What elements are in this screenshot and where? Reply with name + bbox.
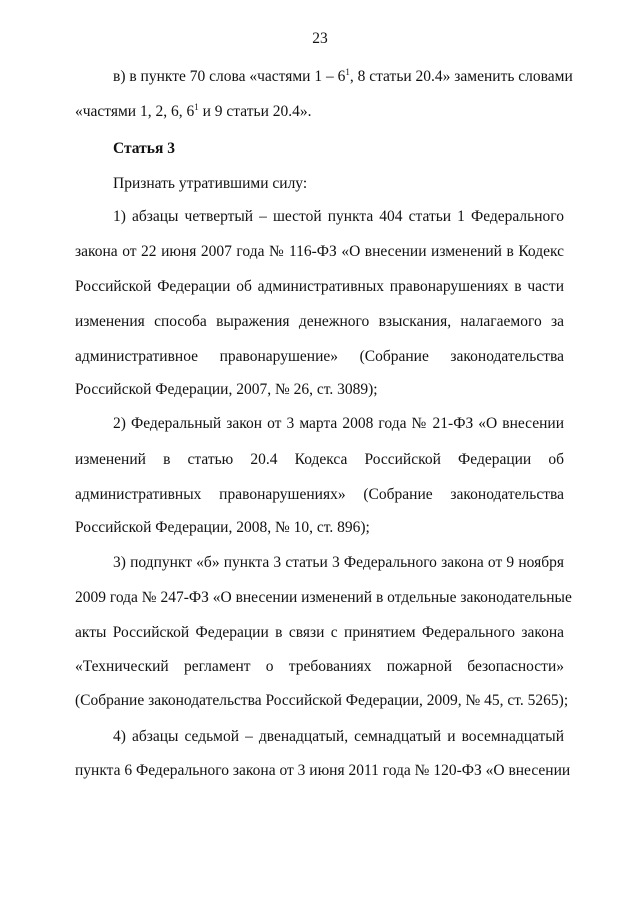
item-3-line: (Собрание законодательства Российской Федерации, 2009, № 45, ст. 5265); <box>75 692 569 709</box>
article-heading: Статья 3 <box>113 140 175 157</box>
item-1-line: 1) абзацы четвертый – шестой пункта 404 статьи 1 Федерального <box>113 208 564 225</box>
paragraph-v-line-1: в) в пункте 70 слова «частями $1 - 6^1$, 8 статьи 20.4» заменить словами <box>113 67 573 85</box>
item-2-line: Российской Федерации, 2008, № 10, ст. 896); <box>75 519 370 536</box>
item-3-line: акты Российской Федерации в связи с принятием Федерального закона <box>75 624 564 641</box>
lead-in-text: Признать утратившими силу: <box>113 175 308 192</box>
item-1-line: изменения способа выражения денежного взыскания, налагаемого за <box>75 313 564 330</box>
item-1-line: Российской Федерации об административных правонарушениях в части <box>75 278 564 295</box>
item-3-line: 3) подпункт «б» пункта 3 статьи 3 Федерального закона от 9 ноября <box>113 554 564 571</box>
item-2-line: изменений в статью 20.4 Кодекса Российской Федерации об <box>75 451 564 468</box>
item-3-line: 2009 года № 247-ФЗ «О внесении изменений в отдельные законодательные <box>75 589 572 606</box>
item-3-line: «Технический регламент о требованиях пожарной безопасности» <box>75 658 564 675</box>
paragraph-v-line-2: «частями 1, 2, 6, $6^1$ и 9 статьи 20.4». <box>75 102 312 120</box>
page-number: 23 <box>312 30 328 47</box>
item-2-line: административных правонарушениях» (Собрание законодательства <box>75 486 564 503</box>
item-1-line: закона от 22 июня 2007 года № 116-ФЗ «О внесении изменений в Кодекс <box>75 243 564 260</box>
item-1-line: Российской Федерации, 2007, № 26, ст. 3089); <box>75 381 378 398</box>
item-4-line: 4) абзацы седьмой – двенадцатый, семнадцатый и восемнадцатый <box>113 728 564 745</box>
item-4-line: пункта 6 Федерального закона от 3 июня 2011 года № 120-ФЗ «О внесении <box>75 762 571 779</box>
item-2-line: 2) Федеральный закон от 3 марта 2008 года № 21-ФЗ «О внесении <box>113 415 564 432</box>
item-1-line: административное правонарушение» (Собрание законодательства <box>75 348 564 365</box>
